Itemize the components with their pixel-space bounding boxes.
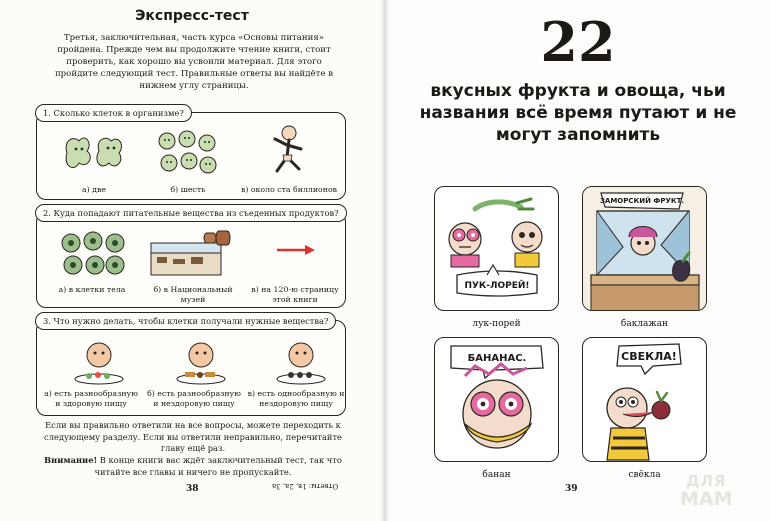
eating-varied-unhealthy-illustration [169,335,233,387]
watermark-line-2: МАМ [680,488,733,510]
question-1-box [36,108,346,200]
question-3-option-b: б) есть разнообразную и нездоровую пищу [147,389,241,408]
eggplant-illustration [583,187,707,311]
comic-panel-banana [434,337,559,462]
question-2-option-b: б) в Национальный музей [153,285,233,304]
eating-healthy-illustration [67,335,131,387]
caption-beet: свёкла [628,470,661,480]
caption-leek: лук-порей [472,319,521,329]
question-3-text: 3. Что нужно делать, чтобы клетки получали нужные вещества? [35,312,336,330]
question-3-box [36,316,346,416]
right-page-title: вкусных фрукта и овоща, чьи названия всё время путают и не могут запомнить [419,81,737,145]
question-2-box [36,208,346,308]
quiz-outro: Если вы правильно ответили на все вопросы, можете переходить к следующему разделу. Если вы ответили неправильно, перечитайте главу ещё раз. [44,420,342,453]
book-gutter [380,0,390,521]
eating-monotonous-unhealthy-illustration [269,335,333,387]
watermark-logo [680,472,733,508]
quiz-title: Экспресс-тест [135,8,249,24]
comic-panel-eggplant [582,186,707,311]
red-arrow-icon [275,243,317,257]
beet-speech-bubble-text: СВЕКЛА! [621,350,677,363]
question-2-text: 2. Куда попадают питательные вещества из съеденных продуктов? [35,204,347,222]
two-cells-illustration [59,127,129,179]
warning-text: В конце книги вас ждёт заключительный тест, так что читайте все главы и ничего не пропускайте. [94,455,342,477]
caption-banana: банан [482,470,511,480]
leek-illustration [435,187,559,311]
page-number-right: 39 [565,484,578,494]
page-number-left: 38 [186,484,199,494]
banana-speech-bubble-text: БАНАНАС. [467,353,527,364]
museum-illustration [147,229,237,279]
question-3-option-a: а) есть разнообразную и здоровую пищу [44,389,138,408]
watermark-line-1: ДЛЯ [686,472,727,490]
question-2-option-a: а) в клетки тела [58,285,126,294]
quiz-answers-upside-down: Ответы: 1в, 2а, 3а [272,482,339,490]
quiz-intro: Третья, заключительная, часть курса «Основы питания» пройдена. Прежде чем вы продолжите чтение книги, стоит проверить, как хорошо вы усвоили материал. Для этого пройдите следующий тест. Правильные ответы вы найдёте в нижнем углу страницы. [54,33,334,91]
eggplant-speech-bubble-text: ЗАМОРСКИЙ ФРУКТ. [599,197,685,205]
question-2-option-c: в) на 120-ю страницу этой книги [251,285,339,304]
body-cells-illustration [57,229,129,279]
question-1-option-a: а) две [82,185,106,194]
question-1-option-b: б) шесть [170,185,206,194]
leek-speech-bubble-text: ПУК-ЛОРЕЙ! [464,281,530,291]
quiz-warning [40,455,346,478]
banana-illustration [435,338,559,462]
warning-label: Внимание! [44,455,98,465]
caption-eggplant: баклажан [620,319,669,329]
question-3-option-c: в) есть однообразную и нездоровую пищу [247,389,345,408]
comic-panel-beet [582,337,707,462]
question-1-text: 1. Сколько клеток в организме? [35,104,192,122]
beet-illustration [583,338,707,462]
question-1-option-c: в) около ста биллионов [240,185,338,194]
big-number: 22 [540,10,616,74]
comic-panel-leek [434,186,559,311]
running-man-illustration [261,123,317,181]
six-cells-illustration [153,127,223,179]
